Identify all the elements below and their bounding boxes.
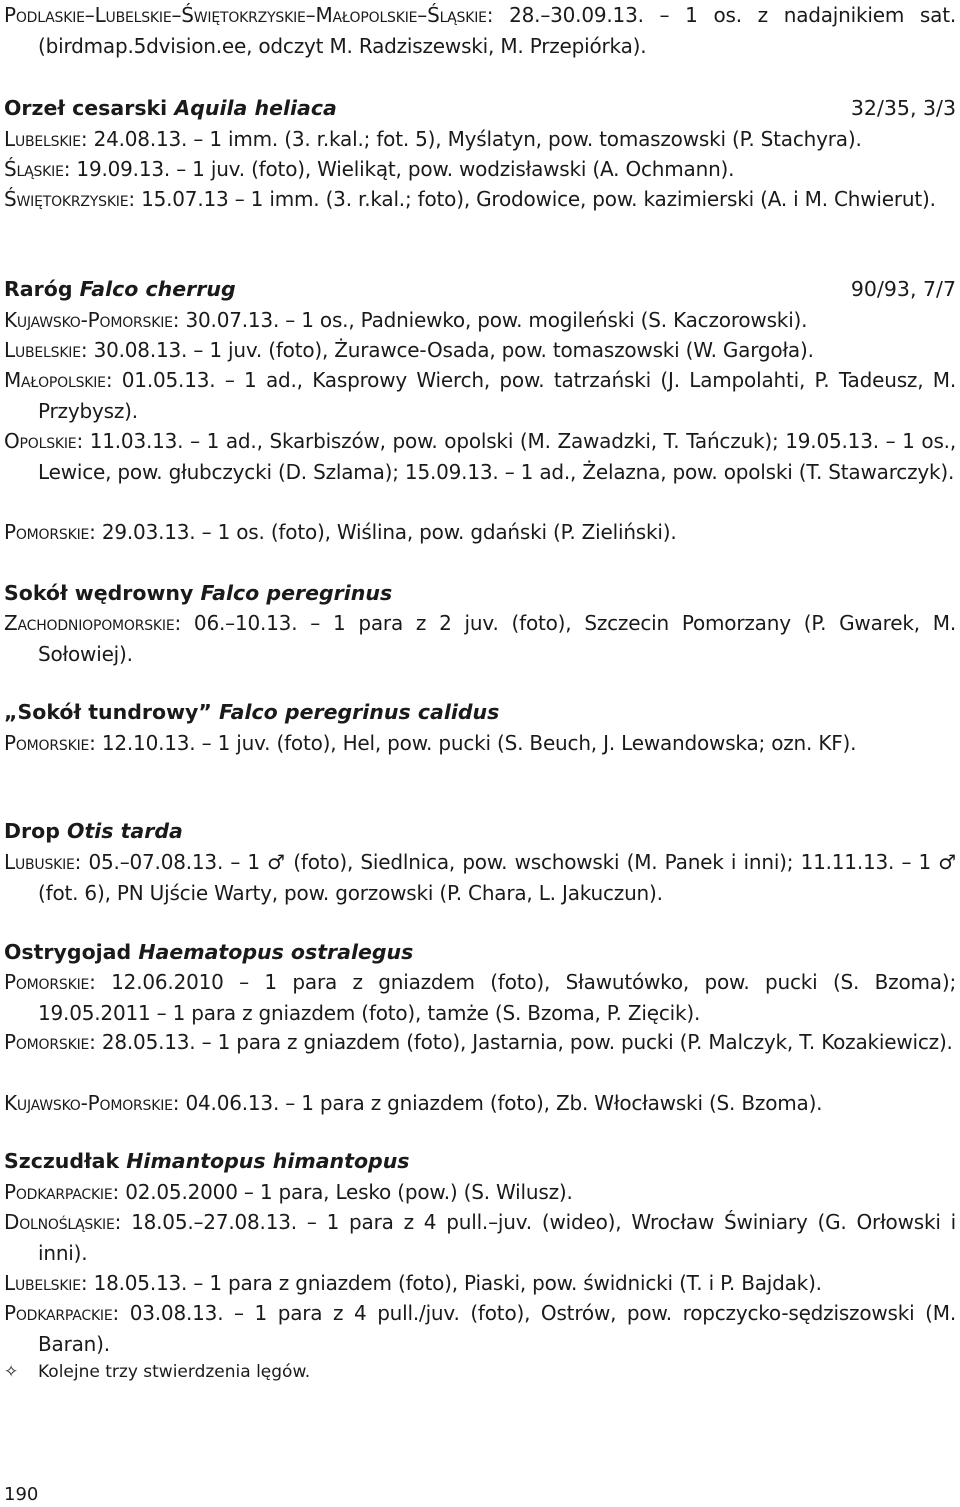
- region-label: Pomorskie:: [4, 970, 96, 994]
- region-label: Lubelskie:: [4, 338, 88, 362]
- species-name: Raróg: [4, 277, 73, 301]
- record-sokol-1: [4, 608, 956, 670]
- note-text: Kolejne trzy stwierdzenia lęgów.: [38, 1362, 311, 1382]
- record-rarog-2: [4, 335, 956, 366]
- region-label: Lubelskie:: [4, 1271, 88, 1295]
- region-label: Małopolskie:: [4, 368, 113, 392]
- species-heading-rarog: [4, 274, 956, 304]
- record-ostrygojad-3: [4, 1088, 956, 1119]
- species-heading-ostrygojad: [4, 937, 956, 967]
- record-szczudlak-1: [4, 1177, 956, 1208]
- record-text: 18.05.13. – 1 para z gniazdem (foto), Piaski, pow. świdnicki (T. i P. Bajdak).: [87, 1271, 822, 1295]
- species-latin: Himantopus himantopus: [126, 1149, 410, 1173]
- record-text: 18.05.–27.08.13. – 1 para z 4 pull.–juv. (wideo), Wrocław Świniary (G. Orłowski i inni).: [38, 1210, 956, 1265]
- species-latin: Aquila heliaca: [174, 96, 337, 120]
- record-ostrygojad-2: [4, 1027, 956, 1058]
- species-name: Drop: [4, 819, 60, 843]
- record-text: 30.07.13. – 1 os., Padniewko, pow. mogileński (S. Kaczorowski).: [179, 308, 808, 332]
- record-text: 04.06.13. – 1 para z gniazdem (foto), Zb. Włocławski (S. Bzoma).: [179, 1091, 823, 1115]
- region-label: Świętokrzyskie:: [4, 187, 135, 211]
- region-label: Opolskie:: [4, 429, 83, 453]
- record-text: 19.09.13. – 1 juv. (foto), Wielikąt, pow. wodzisławski (A. Ochmann).: [70, 157, 735, 181]
- region-label: Kujawsko-Pomorskie:: [4, 1091, 180, 1115]
- region-label: Kujawsko-Pomorskie:: [4, 308, 180, 332]
- species-latin: Haematopus ostralegus: [138, 940, 414, 964]
- record-text: 12.10.13. – 1 juv. (foto), Hel, pow. pucki (S. Beuch, J. Lewandowska; ozn. KF).: [95, 731, 857, 755]
- species-heading-tundrowy: [4, 697, 956, 727]
- region-label: Podkarpackie:: [4, 1180, 120, 1204]
- record-rarog-4: [4, 426, 956, 488]
- species-latin: Falco peregrinus calidus: [219, 700, 500, 724]
- star-icon: ✧: [4, 1362, 19, 1382]
- region-label: Podkarpackie:: [4, 1301, 120, 1325]
- species-name: Szczudłak: [4, 1149, 120, 1173]
- record-tundrowy-1: [4, 728, 956, 759]
- record-orzel-2: [4, 154, 956, 185]
- region-label: Podlaskie–Lubelskie–Świętokrzyskie–Małopolskie–Śląskie:: [4, 3, 494, 27]
- record-text: 15.07.13 – 1 imm. (3. r.kal.; foto), Grodowice, pow. kazimierski (A. i M. Chwierut).: [134, 187, 936, 211]
- record-text: 28.05.13. – 1 para z gniazdem (foto), Jastarnia, pow. pucki (P. Malczyk, T. Kozakiewicz).: [95, 1030, 953, 1054]
- region-label: Lubuskie:: [4, 850, 82, 874]
- species-latin: Falco cherrug: [79, 277, 236, 301]
- region-label: Zachodniopomorskie:: [4, 611, 182, 635]
- record-ostrygojad-1: [4, 967, 956, 1029]
- record-orzel-3: [4, 184, 956, 215]
- region-label: Pomorskie:: [4, 1030, 96, 1054]
- region-label: Pomorskie:: [4, 520, 96, 544]
- record-text: 01.05.13. – 1 ad., Kasprowy Wierch, pow. tatrzański (J. Lampolahti, P. Tadeusz, M. Przybysz).: [38, 368, 956, 423]
- record-rarog-5: [4, 517, 956, 548]
- record-szczudlak-3: [4, 1268, 956, 1299]
- species-heading-szczudlak: [4, 1146, 956, 1176]
- region-label: Śląskie:: [4, 157, 71, 181]
- record-orzel-1: [4, 124, 956, 155]
- record-intro: [4, 0, 956, 62]
- region-label: Lubelskie:: [4, 127, 88, 151]
- species-heading-drop: [4, 816, 956, 846]
- breeding-note: [4, 1358, 310, 1386]
- record-text: 30.08.13. – 1 juv. (foto), Żurawce-Osada, pow. tomaszowski (W. Gargoła).: [87, 338, 814, 362]
- species-name: Orzeł cesarski: [4, 96, 168, 120]
- species-latin: Otis tarda: [67, 819, 183, 843]
- record-text: 11.03.13. – 1 ad., Skarbiszów, pow. opolski (M. Zawadzki, T. Tańczuk); 19.05.13. – 1 os., Lewice, pow. głubczycki (D. Szlama); 15.09.13. – 1 ad., Żelazna, pow. opolski (T. Stawarczyk).: [38, 429, 956, 484]
- species-name: Sokół wędrowny: [4, 581, 194, 605]
- record-rarog-3: [4, 365, 956, 427]
- species-heading-orzel: [4, 93, 956, 123]
- species-name: Ostrygojad: [4, 940, 132, 964]
- species-count: 90/93, 7/7: [850, 277, 956, 301]
- record-text: 02.05.2000 – 1 para, Lesko (pow.) (S. Wilusz).: [119, 1180, 573, 1204]
- record-text: 06.–10.13. – 1 para z 2 juv. (foto), Szczecin Pomorzany (P. Gwarek, M. Sołowiej).: [38, 611, 956, 666]
- species-name: „Sokół tundrowy”: [4, 700, 212, 724]
- record-text: 24.08.13. – 1 imm. (3. r.kal.; fot. 5), Myślatyn, pow. tomaszowski (P. Stachyra).: [87, 127, 862, 151]
- page-number: 190: [4, 1484, 39, 1505]
- species-heading-sokol: [4, 578, 956, 608]
- record-text: 28.–30.09.13. – 1 os. z nadajnikiem sat. (birdmap.5dvision.ee, odczyt M. Radziszewski, M. Przepiórka).: [38, 3, 956, 58]
- record-szczudlak-2: [4, 1207, 956, 1269]
- record-drop-1: [4, 847, 956, 909]
- record-szczudlak-4: [4, 1298, 956, 1360]
- record-text: 12.06.2010 – 1 para z gniazdem (foto), Sławutówko, pow. pucki (S. Bzoma); 19.05.2011 – 1 para z gniazdem (foto), tamże (S. Bzoma, P. Zięcik).: [38, 970, 956, 1025]
- species-count: 32/35, 3/3: [850, 96, 956, 120]
- record-text: 03.08.13. – 1 para z 4 pull./juv. (foto), Ostrów, pow. ropczycko-sędziszowski (M. Baran).: [38, 1301, 956, 1356]
- region-label: Dolnośląskie:: [4, 1210, 122, 1234]
- record-rarog-1: [4, 305, 956, 336]
- record-text: 29.03.13. – 1 os. (foto), Wiślina, pow. gdański (P. Zieliński).: [95, 520, 677, 544]
- record-text: 05.–07.08.13. – 1 ♂ (foto), Siedlnica, pow. wschowski (M. Panek i inni); 11.11.13. – 1 ♂ (fot. 6), PN Ujście Warty, pow. gorzowski (P. Chara, L. Jakuczun).: [38, 850, 956, 905]
- species-latin: Falco peregrinus: [200, 581, 393, 605]
- region-label: Pomorskie:: [4, 731, 96, 755]
